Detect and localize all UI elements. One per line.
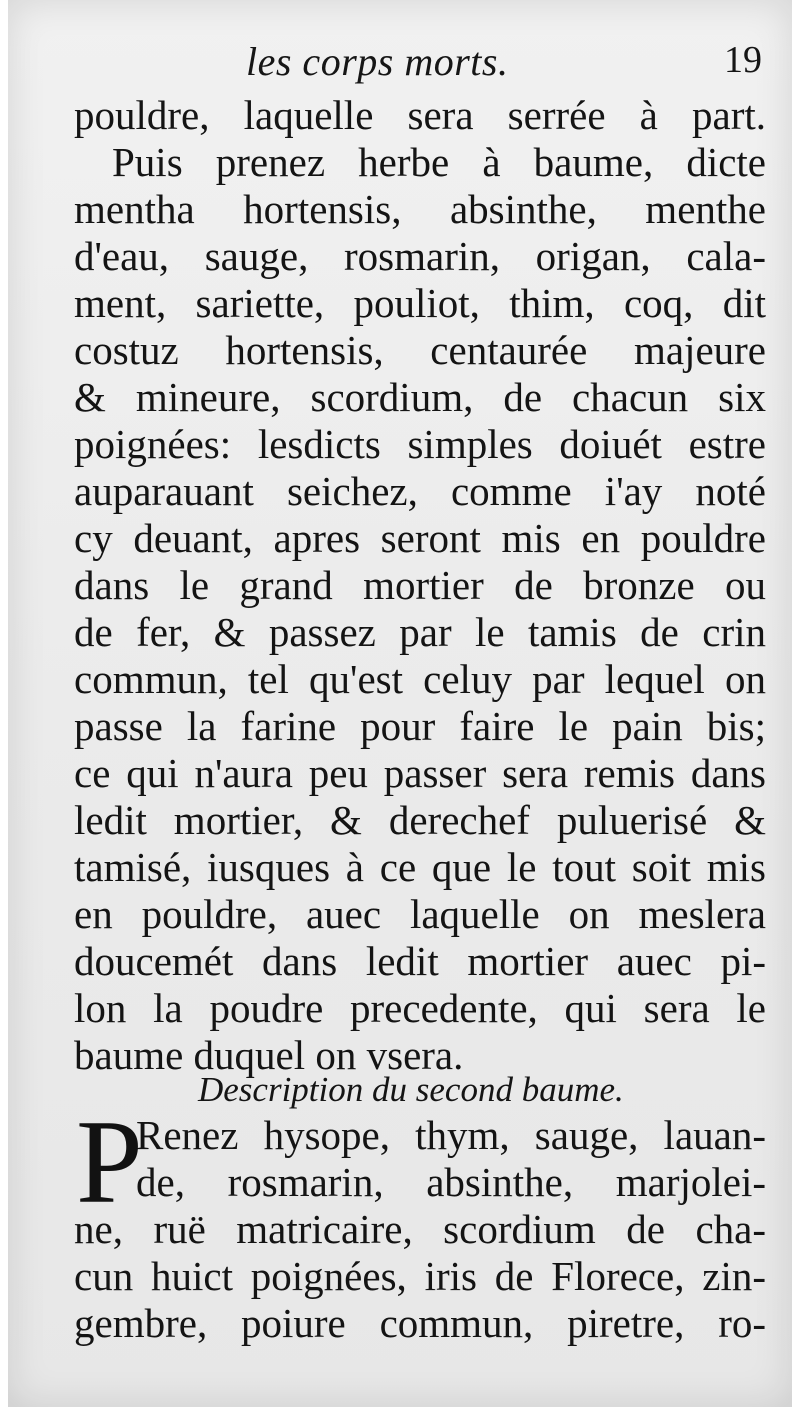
text-line: poignées: lesdicts simples doiuét estre <box>74 421 766 467</box>
text-line: passe la farine pour faire le pain bis; <box>74 703 766 749</box>
text-line: gembre, poiure commun, piretre, ro- <box>74 1300 766 1346</box>
text-line: ledit mortier, & derechef puluerisé & <box>74 797 766 843</box>
text-line: auparauant seichez, comme i'ay noté <box>74 468 766 514</box>
dropcap-paragraph <box>74 1095 766 1347</box>
text-line: en pouldre, auec laquelle on meslera <box>74 891 766 937</box>
text-line: d'eau, sauge, rosmarin, origan, cala- <box>74 233 766 279</box>
text-line: mentha hortensis, absinthe, menthe <box>74 186 766 232</box>
page-number: 19 <box>724 39 762 81</box>
text-line: cy deuant, apres seront mis en pouldre <box>74 515 766 561</box>
text-line: ne, ruë matricaire, scordium de cha- <box>74 1206 766 1252</box>
text-line: ce qui n'aura peu passer sera remis dans <box>74 750 766 796</box>
text-line: ment, sariette, pouliot, thim, coq, dit <box>74 280 766 326</box>
section-heading: Description du second baume. <box>198 1070 624 1109</box>
text-line: commun, tel qu'est celuy par lequel on <box>74 656 766 702</box>
text-line: de fer, & passez par le tamis de crin <box>74 609 766 655</box>
page-header <box>8 38 792 84</box>
text-line: & mineure, scordium, de chacun six <box>74 374 766 420</box>
running-head: les corps morts. <box>246 39 509 84</box>
text-line: costuz hortensis, centaurée majeure <box>74 327 766 373</box>
text-line: tamisé, iusques à ce que le tout soit mis <box>74 844 766 890</box>
book-page <box>8 0 792 1407</box>
text-line: pouldre, laquelle sera serrée à part. <box>74 92 766 138</box>
text-line: Puis prenez herbe à baume, dicte <box>112 139 766 185</box>
text-line: baume duquel on vsera. <box>74 1032 464 1078</box>
text-line: cun huict poignées, iris de Florece, zin- <box>74 1253 766 1299</box>
drop-cap-initial: P <box>76 1095 143 1228</box>
text-line: doucemét dans ledit mortier auec pi- <box>74 938 766 984</box>
text-line: de, rosmarin, absinthe, marjolei- <box>136 1159 766 1205</box>
text-line: lon la poudre precedente, qui sera le <box>74 985 766 1031</box>
body-text <box>74 92 766 1079</box>
text-line: Renez hysope, thym, sauge, lauan- <box>136 1112 766 1158</box>
text-line: dans le grand mortier de bronze ou <box>74 562 766 608</box>
